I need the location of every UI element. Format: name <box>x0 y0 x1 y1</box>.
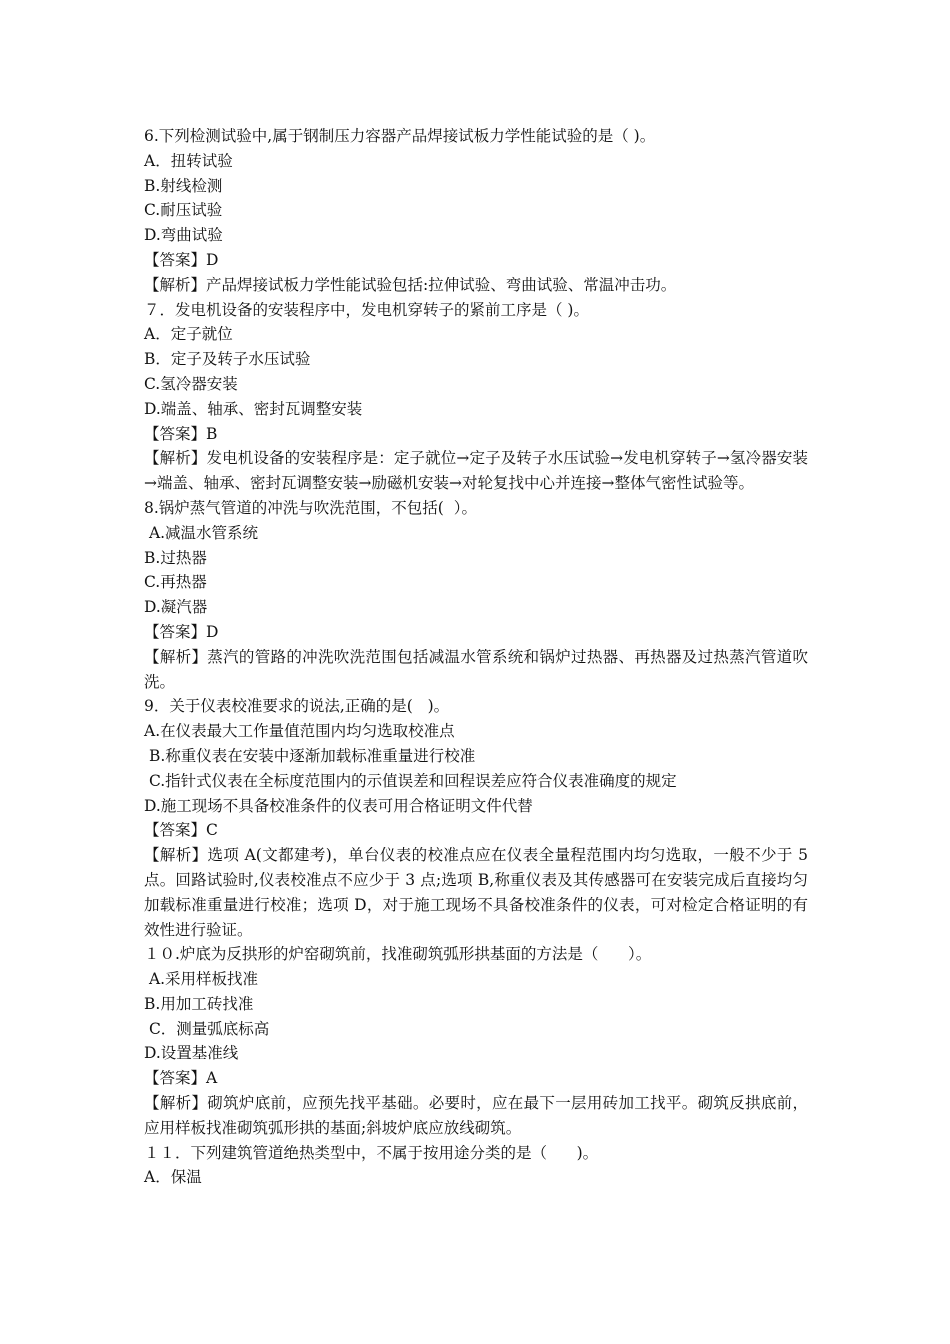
question-option: A.减温水管系统 <box>144 523 259 542</box>
question-option: D.施工现场不具备校准条件的仪表可用合格证明文件代替 <box>144 796 533 815</box>
question-analysis: 【解析】蒸汽的管路的冲洗吹洗范围包括减温水管系统和锅炉过热器、再热器及过热蒸汽管道吹洗。 <box>144 647 808 691</box>
question-option: A．扭转试验 <box>144 151 233 170</box>
question-stem: ７．发电机设备的安装程序中，发电机穿转子的紧前工序是（ )。 <box>144 300 589 319</box>
question-option: B.称重仪表在安装中逐渐加载标准重量进行校准 <box>144 746 476 765</box>
question-option: B.用加工砖找准 <box>144 994 254 1013</box>
question-stem: 8.锅炉蒸气管道的冲洗与吹洗范围，不包括( ）。 <box>144 498 477 517</box>
question-stem: １０.炉底为反拱形的炉窑砌筑前，找准砌筑弧形拱基面的方法是（ ）。 <box>144 945 652 964</box>
question-stem: 6.下列检测试验中,属于钢制压力容器产品焊接试板力学性能试验的是（ )。 <box>144 127 656 145</box>
question-option: C．测量弧底标高 <box>144 1019 270 1038</box>
question-stem: １１．下列建筑管道绝热类型中，不属于按用途分类的是（ )。 <box>144 1143 599 1162</box>
question-stem: 9．关于仪表校准要求的说法,正确的是( )。 <box>144 697 450 716</box>
question-analysis: 【解析】选项 A(文都建考)，单台仪表的校准点应在仪表全量程范围内均匀选取，一般不少于 5 点。回路试验时,仪表校准点不应少于 3 点;选项 B,称重仪表及其传感器可在安装完成后直接均匀加载标准重量进行校准；选项 D，对于施工现场不具备校准条件的仪表，可对检定合格证明的有效性进行验证。 <box>144 846 808 939</box>
question-option: D.端盖、轴承、密封瓦调整安装 <box>144 399 363 418</box>
question-analysis: 【解析】砌筑炉底前，应预先找平基础。必要时，应在最下一层用砖加工找平。砌筑反拱底前，应用样板找准砌筑弧形拱的基面;斜坡炉底应放线砌筑。 <box>144 1094 808 1137</box>
document-body <box>144 124 808 1190</box>
question-analysis: 【解析】产品焊接试板力学性能试验包括:拉伸试验、弯曲试验、常温冲击功。 <box>144 275 677 294</box>
question-option: A．定子就位 <box>144 325 233 344</box>
question-option: C.氢冷器安装 <box>144 374 238 393</box>
question-answer: 【答案】B <box>144 424 218 443</box>
question-option: B．定子及转子水压试验 <box>144 350 311 369</box>
question-option: C.耐压试验 <box>144 201 223 220</box>
question-answer: 【答案】A <box>144 1069 218 1088</box>
question-option: A.采用样板找准 <box>144 970 259 989</box>
question-option: D.弯曲试验 <box>144 226 223 245</box>
question-option: B.过热器 <box>144 548 207 567</box>
question-analysis: 【解析】发电机设备的安装程序是：定子就位→定子及转子水压试验→发电机穿转子→氢冷器安装→端盖、轴承、密封瓦调整安装→励磁机安装→对轮复找中心并连接→整体气密性试验等。 <box>144 449 808 493</box>
question-answer: 【答案】D <box>144 622 219 641</box>
question-option: C.指针式仪表在全标度范围内的示值误差和回程误差应符合仪表准确度的规定 <box>144 771 677 790</box>
question-option: A．保温 <box>144 1168 202 1187</box>
question-answer: 【答案】C <box>144 821 218 840</box>
question-option: C.再热器 <box>144 573 207 592</box>
question-option: B.射线检测 <box>144 176 223 195</box>
question-option: D.设置基准线 <box>144 1044 239 1063</box>
question-answer: 【答案】D <box>144 250 219 269</box>
question-option: A.在仪表最大工作量值范围内均匀选取校准点 <box>144 722 455 741</box>
question-option: D.凝汽器 <box>144 598 208 617</box>
